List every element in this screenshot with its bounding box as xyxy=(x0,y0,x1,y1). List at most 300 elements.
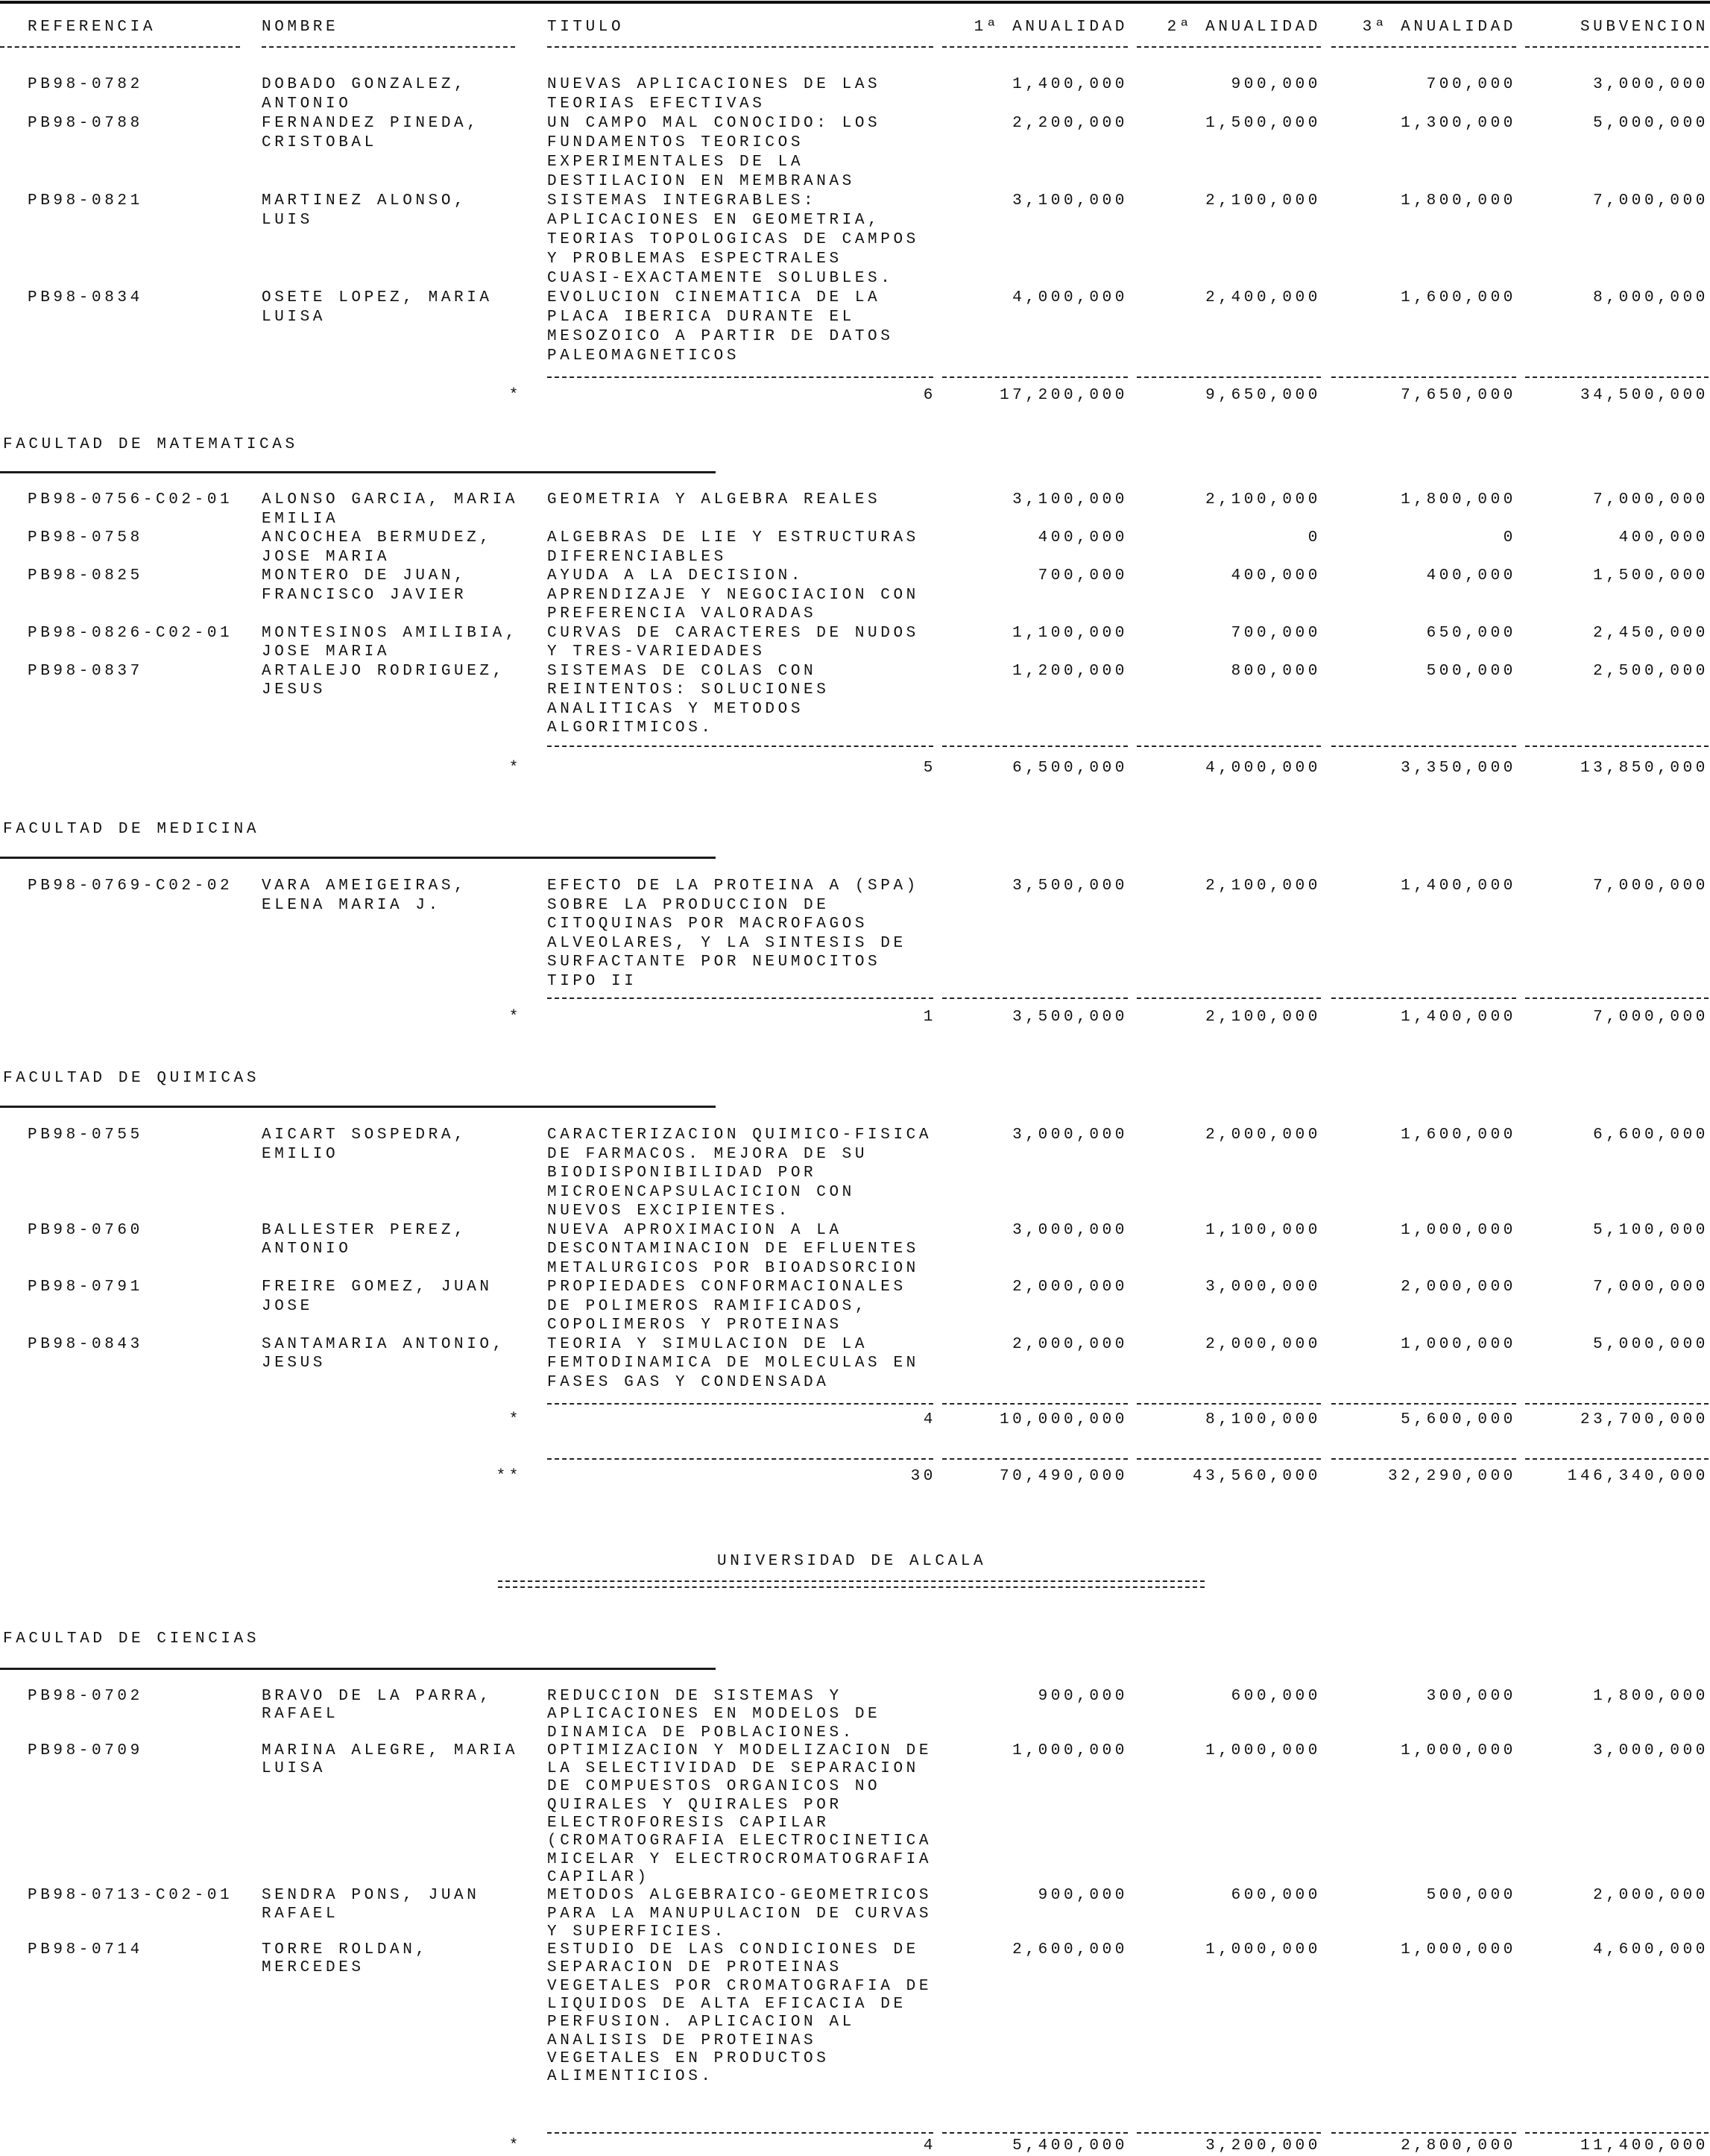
anualidad-3-amount: 400,000 xyxy=(1426,567,1516,584)
anualidad-3-amount: 2,000,000 xyxy=(1401,1279,1516,1296)
total-divider xyxy=(1525,376,1709,378)
faculty-rule xyxy=(0,1668,716,1670)
title-line: APRENDIZAJE Y NEGOCIACION CON xyxy=(547,586,919,604)
title-line: VEGETALES EN PRODUCTOS xyxy=(547,2049,830,2067)
reference-code: PB98-0713-C02-01 xyxy=(28,1887,233,1905)
table-row xyxy=(0,529,1710,567)
anualidad-2-amount: 2,000,000 xyxy=(1205,1126,1321,1144)
reference-code: PB98-0760 xyxy=(28,1221,143,1239)
subvencion-amount: 2,500,000 xyxy=(1593,662,1709,680)
researcher-name xyxy=(262,1221,467,1259)
title-line: TIPO II xyxy=(547,972,637,990)
total-divider xyxy=(1331,746,1516,747)
total-subvencion: 13,850,000 xyxy=(1580,760,1709,777)
table-row xyxy=(0,1742,1710,1887)
anualidad-2-amount: 400,000 xyxy=(1231,567,1321,584)
name-line: FREIRE GOMEZ, JUAN xyxy=(262,1279,493,1296)
total-anualidad-2: 2,100,000 xyxy=(1205,1009,1321,1026)
project-title xyxy=(547,1742,932,1887)
title-line: ESTUDIO DE LAS CONDICIONES DE xyxy=(547,1941,919,1959)
reference-code: PB98-0843 xyxy=(28,1335,143,1353)
anualidad-3-amount: 500,000 xyxy=(1426,1887,1516,1905)
name-line: LUISA xyxy=(262,309,326,326)
title-line: ANALISIS DE PROTEINAS xyxy=(547,2032,817,2049)
project-title xyxy=(547,567,919,624)
project-title xyxy=(547,1887,932,1941)
researcher-name xyxy=(262,75,467,114)
total-marker: ** xyxy=(496,1468,522,1485)
researcher-name xyxy=(262,662,505,700)
total-anualidad-1: 10,000,000 xyxy=(999,1411,1128,1428)
project-count: 30 xyxy=(910,1468,936,1485)
faculty-heading: FACULTAD DE CIENCIAS xyxy=(3,1630,260,1648)
total-divider xyxy=(1137,2132,1321,2134)
anualidad-2-amount: 2,100,000 xyxy=(1205,192,1321,209)
project-title xyxy=(547,1335,919,1393)
anualidad-3-amount: 1,000,000 xyxy=(1401,1221,1516,1239)
name-line: ALONSO GARCIA, MARIA xyxy=(262,491,519,508)
faculty-heading: FACULTAD DE MEDICINA xyxy=(3,821,260,838)
title-line: BIODISPONIBILIDAD POR xyxy=(547,1164,817,1182)
project-title xyxy=(547,662,829,738)
title-line: METODOS ALGEBRAICO-GEOMETRICOS xyxy=(547,1887,933,1905)
subvencion-amount: 8,000,000 xyxy=(1593,289,1709,306)
reference-code: PB98-0714 xyxy=(28,1941,143,1959)
total-divider xyxy=(1137,376,1321,378)
title-line: CURVAS DE CARACTERES DE NUDOS xyxy=(547,624,919,642)
total-anualidad-2: 4,000,000 xyxy=(1205,760,1321,777)
table-row xyxy=(0,1335,1710,1393)
reference-code: PB98-0826-C02-01 xyxy=(28,624,233,642)
total-divider xyxy=(547,1403,933,1405)
title-line: ALIMENTICIOS. xyxy=(547,2068,714,2086)
title-line: DIFERENCIABLES xyxy=(547,548,727,566)
reference-code: PB98-0702 xyxy=(28,1688,143,1705)
name-line: SANTAMARIA ANTONIO, xyxy=(262,1335,505,1353)
subvencion-amount: 7,000,000 xyxy=(1593,1279,1709,1296)
anualidad-2-amount: 1,000,000 xyxy=(1205,1741,1321,1759)
researcher-name xyxy=(262,289,493,327)
header-anualidad-1: 1ª ANUALIDAD xyxy=(974,19,1128,36)
reference-code: PB98-0755 xyxy=(28,1126,143,1144)
anualidad-2-amount: 800,000 xyxy=(1231,662,1321,680)
anualidad-3-amount: 1,800,000 xyxy=(1401,491,1516,508)
reference-code: PB98-0834 xyxy=(28,289,143,306)
anualidad-1-amount: 4,000,000 xyxy=(1012,289,1128,306)
table-row xyxy=(0,1126,1710,1221)
researcher-name xyxy=(262,1335,505,1373)
anualidad-2-amount: 2,100,000 xyxy=(1205,491,1321,508)
total-subvencion: 7,000,000 xyxy=(1593,1009,1709,1026)
title-line: DE FARMACOS. MEJORA DE SU xyxy=(547,1145,868,1163)
title-line: PLACA IBERICA DURANTE EL xyxy=(547,309,855,326)
name-line: MARINA ALEGRE, MARIA xyxy=(262,1741,519,1759)
total-divider xyxy=(1331,1403,1516,1405)
header-anualidad-3: 3ª ANUALIDAD xyxy=(1362,19,1516,36)
title-line: CUASI-EXACTAMENTE SOLUBLES. xyxy=(547,270,894,287)
total-anualidad-3: 32,290,000 xyxy=(1387,1468,1516,1485)
total-divider xyxy=(942,746,1128,747)
anualidad-2-amount: 600,000 xyxy=(1231,1887,1321,1905)
table-row xyxy=(0,662,1710,738)
total-anualidad-3: 7,650,000 xyxy=(1401,387,1516,404)
project-title xyxy=(547,192,919,289)
researcher-name xyxy=(262,192,467,230)
name-line: AICART SOSPEDRA, xyxy=(262,1126,467,1144)
title-line: METALURGICOS POR BIOADSORCION xyxy=(547,1259,919,1277)
title-line: OPTIMIZACION Y MODELIZACION DE xyxy=(547,1741,933,1759)
table-row xyxy=(0,1688,1710,1742)
table-row xyxy=(0,1221,1710,1279)
reference-code: PB98-0756-C02-01 xyxy=(28,491,233,508)
researcher-name xyxy=(262,624,518,662)
total-marker: * xyxy=(508,387,522,404)
project-count: 5 xyxy=(923,760,936,777)
title-line: NUEVA APROXIMACION A LA xyxy=(547,1221,842,1239)
project-title xyxy=(547,289,893,366)
anualidad-1-amount: 2,000,000 xyxy=(1012,1335,1128,1353)
title-line: REINTENTOS: SOLUCIONES xyxy=(547,681,830,699)
title-line: LIQUIDOS DE ALTA EFICACIA DE xyxy=(547,1996,906,2014)
total-divider xyxy=(547,376,933,378)
title-line: ALGEBRAS DE LIE Y ESTRUCTURAS xyxy=(547,529,919,546)
header-anualidad-2: 2ª ANUALIDAD xyxy=(1167,19,1321,36)
anualidad-2-amount: 0 xyxy=(1307,529,1321,546)
anualidad-1-amount: 900,000 xyxy=(1038,1688,1128,1705)
subvencion-amount: 6,600,000 xyxy=(1593,1126,1709,1144)
table-row xyxy=(0,567,1710,624)
title-line: FASES GAS Y CONDENSADA xyxy=(547,1373,830,1391)
total-subvencion: 146,340,000 xyxy=(1567,1468,1709,1485)
total-divider xyxy=(942,1403,1128,1405)
faculty-heading: FACULTAD DE MATEMATICAS xyxy=(3,436,298,453)
total-divider xyxy=(1525,1403,1709,1405)
header-divider xyxy=(1331,46,1516,48)
subvencion-amount: 7,000,000 xyxy=(1593,192,1709,209)
project-title xyxy=(547,1221,919,1279)
title-line: PALEOMAGNETICOS xyxy=(547,347,740,365)
title-line: SEPARACION DE PROTEINAS xyxy=(547,1959,842,1977)
header-nombre: NOMBRE xyxy=(262,19,339,36)
total-anualidad-3: 1,400,000 xyxy=(1401,1009,1516,1026)
anualidad-1-amount: 2,200,000 xyxy=(1012,115,1128,132)
title-line: TEORIAS EFECTIVAS xyxy=(547,95,766,113)
total-divider xyxy=(1137,997,1321,999)
total-anualidad-1: 17,200,000 xyxy=(999,387,1128,404)
total-divider xyxy=(1137,746,1321,747)
total-divider xyxy=(1525,2132,1709,2134)
anualidad-1-amount: 900,000 xyxy=(1038,1887,1128,1905)
name-line: LUISA xyxy=(262,1760,326,1778)
name-line: RAFAEL xyxy=(262,1706,339,1724)
anualidad-3-amount: 1,400,000 xyxy=(1401,877,1516,895)
title-line: CAPILAR) xyxy=(547,1868,650,1886)
project-count: 6 xyxy=(923,387,936,404)
name-line: MONTERO DE JUAN, xyxy=(262,567,467,584)
researcher-name xyxy=(262,877,467,915)
name-line: BRAVO DE LA PARRA, xyxy=(262,1688,493,1705)
header-divider xyxy=(1137,46,1321,48)
title-line: CITOQUINAS POR MACROFAGOS xyxy=(547,915,868,933)
anualidad-2-amount: 1,500,000 xyxy=(1205,115,1321,132)
project-count: 4 xyxy=(923,2137,936,2155)
title-line: PREFERENCIA VALORADAS xyxy=(547,605,817,622)
anualidad-1-amount: 2,000,000 xyxy=(1012,1279,1128,1296)
anualidad-3-amount: 300,000 xyxy=(1426,1688,1516,1705)
researcher-name xyxy=(262,491,518,529)
total-anualidad-2: 3,200,000 xyxy=(1205,2137,1321,2155)
title-line: AYUDA A LA DECISION. xyxy=(547,567,804,584)
total-anualidad-2: 8,100,000 xyxy=(1205,1411,1321,1428)
anualidad-1-amount: 3,500,000 xyxy=(1012,877,1128,895)
title-line: MESOZOICO A PARTIR DE DATOS xyxy=(547,328,894,345)
subvencion-amount: 7,000,000 xyxy=(1593,877,1709,895)
total-divider xyxy=(1331,1458,1516,1460)
researcher-name xyxy=(262,1688,493,1724)
total-divider xyxy=(1525,997,1709,999)
researcher-name xyxy=(262,1941,429,1978)
university-title: UNIVERSIDAD DE ALCALA xyxy=(717,1553,987,1570)
university-double-rule xyxy=(498,1580,1205,1588)
anualidad-3-amount: 0 xyxy=(1503,529,1516,546)
anualidad-3-amount: 1,600,000 xyxy=(1401,1126,1516,1144)
header-divider xyxy=(942,46,1128,48)
title-line: SURFACTANTE POR NEUMOCITOS xyxy=(547,954,881,971)
title-line: ALVEOLARES, Y LA SINTESIS DE xyxy=(547,934,906,952)
title-line: EFECTO DE LA PROTEINA A (SPA) xyxy=(547,877,919,895)
researcher-name xyxy=(262,1742,518,1779)
title-line: UN CAMPO MAL CONOCIDO: LOS xyxy=(547,115,881,132)
title-line: DE COMPUESTOS ORGANICOS NO xyxy=(547,1778,881,1796)
title-line: TEORIAS TOPOLOGICAS DE CAMPOS xyxy=(547,231,919,248)
faculty-rule xyxy=(0,857,716,859)
title-line: ALGORITMICOS. xyxy=(547,719,714,737)
subvencion-amount: 5,000,000 xyxy=(1593,115,1709,132)
researcher-name xyxy=(262,1887,479,1923)
title-line: DINAMICA DE POBLACIONES. xyxy=(547,1724,855,1741)
total-subvencion: 34,500,000 xyxy=(1580,387,1709,404)
name-line: RAFAEL xyxy=(262,1905,339,1923)
name-line: OSETE LOPEZ, MARIA xyxy=(262,289,493,306)
project-title xyxy=(547,491,880,510)
name-line: JOSE MARIA xyxy=(262,643,391,661)
total-divider xyxy=(942,997,1128,999)
reference-code: PB98-0821 xyxy=(28,192,143,209)
title-line: APLICACIONES EN GEOMETRIA, xyxy=(547,212,881,229)
total-divider xyxy=(1525,746,1709,747)
title-line: ELECTROFORESIS CAPILAR xyxy=(547,1815,830,1832)
anualidad-1-amount: 1,000,000 xyxy=(1012,1741,1128,1759)
name-line: EMILIO xyxy=(262,1145,339,1163)
project-title xyxy=(547,114,880,192)
header-titulo: TITULO xyxy=(547,19,625,36)
total-divider xyxy=(1525,1458,1709,1460)
project-title xyxy=(547,1688,880,1742)
table-row xyxy=(0,491,1710,529)
title-line: PERFUSION. APLICACION AL xyxy=(547,2014,855,2032)
anualidad-1-amount: 3,100,000 xyxy=(1012,192,1128,209)
name-line: ARTALEJO RODRIGUEZ, xyxy=(262,662,505,680)
title-line: COPOLIMEROS Y PROTEINAS xyxy=(547,1317,842,1334)
faculty-rule xyxy=(0,471,716,473)
name-line: JESUS xyxy=(262,1355,326,1372)
title-line: Y TRES-VARIEDADES xyxy=(547,643,766,661)
anualidad-1-amount: 1,100,000 xyxy=(1012,624,1128,642)
researcher-name xyxy=(262,114,479,153)
reference-code: PB98-0709 xyxy=(28,1741,143,1759)
name-line: ANTONIO xyxy=(262,95,352,113)
title-line: ANALITICAS Y METODOS xyxy=(547,700,804,718)
total-divider xyxy=(1331,2132,1516,2134)
project-title xyxy=(547,877,919,991)
header-referencia: REFERENCIA xyxy=(28,19,157,36)
project-title xyxy=(547,1126,932,1221)
subvencion-amount: 7,000,000 xyxy=(1593,491,1709,508)
total-anualidad-1: 3,500,000 xyxy=(1012,1009,1128,1026)
anualidad-2-amount: 1,000,000 xyxy=(1205,1941,1321,1959)
anualidad-1-amount: 3,100,000 xyxy=(1012,491,1128,508)
anualidad-2-amount: 3,000,000 xyxy=(1205,1279,1321,1296)
name-line: VARA AMEIGEIRAS, xyxy=(262,877,467,895)
title-line: MICELAR Y ELECTROCROMATOGRAFIA xyxy=(547,1850,933,1868)
anualidad-1-amount: 3,000,000 xyxy=(1012,1126,1128,1144)
title-line: DE POLIMEROS RAMIFICADOS, xyxy=(547,1297,868,1315)
anualidad-3-amount: 500,000 xyxy=(1426,662,1516,680)
subvencion-amount: 2,000,000 xyxy=(1593,1887,1709,1905)
name-line: MONTESINOS AMILIBIA, xyxy=(262,624,519,642)
total-marker: * xyxy=(508,1411,522,1428)
name-line: ELENA MARIA J. xyxy=(262,896,441,914)
header-divider xyxy=(0,46,240,48)
title-line: TEORIA Y SIMULACION DE LA xyxy=(547,1335,868,1353)
total-divider xyxy=(547,2132,933,2134)
total-divider xyxy=(942,2132,1128,2134)
project-title xyxy=(547,1278,906,1335)
anualidad-2-amount: 900,000 xyxy=(1231,76,1321,93)
total-anualidad-1: 6,500,000 xyxy=(1012,760,1128,777)
researcher-name xyxy=(262,1278,493,1316)
title-line: EXPERIMENTALES DE LA xyxy=(547,154,804,171)
total-subvencion: 11,400,000 xyxy=(1580,2137,1709,2155)
table-row xyxy=(0,624,1710,662)
table-row xyxy=(0,75,1710,114)
total-anualidad-3: 3,350,000 xyxy=(1401,760,1516,777)
subvencion-amount: 3,000,000 xyxy=(1593,76,1709,93)
header-divider xyxy=(1525,46,1709,48)
name-line: LUIS xyxy=(262,212,313,229)
anualidad-3-amount: 1,000,000 xyxy=(1401,1741,1516,1759)
anualidad-2-amount: 700,000 xyxy=(1231,624,1321,642)
table-row xyxy=(0,1887,1710,1941)
researcher-name xyxy=(262,567,467,605)
reference-code: PB98-0837 xyxy=(28,662,143,680)
anualidad-3-amount: 1,000,000 xyxy=(1401,1335,1516,1353)
title-line: NUEVOS EXCIPIENTES. xyxy=(547,1202,791,1220)
faculty-rule xyxy=(0,1106,716,1108)
name-line: ANCOCHEA BERMUDEZ, xyxy=(262,529,493,546)
researcher-name xyxy=(262,1126,467,1164)
anualidad-3-amount: 1,300,000 xyxy=(1401,115,1516,132)
anualidad-1-amount: 3,000,000 xyxy=(1012,1221,1128,1239)
name-line: ANTONIO xyxy=(262,1241,352,1258)
title-line: QUIRALES Y QUIRALES POR xyxy=(547,1796,842,1814)
total-marker: * xyxy=(508,2137,522,2155)
name-line: EMILIA xyxy=(262,510,339,528)
title-line: SISTEMAS INTEGRABLES: xyxy=(547,192,817,209)
total-divider xyxy=(547,1458,933,1460)
name-line: MARTINEZ ALONSO, xyxy=(262,192,467,209)
project-title xyxy=(547,529,919,567)
anualidad-3-amount: 1,600,000 xyxy=(1401,289,1516,306)
title-line: NUEVAS APLICACIONES DE LAS xyxy=(547,76,881,93)
top-rule xyxy=(0,1,1710,4)
project-title xyxy=(547,624,919,662)
faculty-heading: FACULTAD DE QUIMICAS xyxy=(3,1070,260,1087)
title-line: Y SUPERFICIES. xyxy=(547,1923,727,1941)
project-count: 4 xyxy=(923,1411,936,1428)
total-marker: * xyxy=(508,760,522,777)
name-line: FERNANDEZ PINEDA, xyxy=(262,115,480,132)
title-line: DESCONTAMINACION DE EFLUENTES xyxy=(547,1241,919,1258)
name-line: FRANCISCO JAVIER xyxy=(262,586,467,604)
anualidad-1-amount: 700,000 xyxy=(1038,567,1128,584)
reference-code: PB98-0769-C02-02 xyxy=(28,877,233,895)
title-line: EVOLUCION CINEMATICA DE LA xyxy=(547,289,881,306)
title-line: (CROMATOGRAFIA ELECTROCINETICA xyxy=(547,1832,933,1850)
subvencion-amount: 5,000,000 xyxy=(1593,1335,1709,1353)
total-divider xyxy=(942,1458,1128,1460)
title-line: PROPIEDADES CONFORMACIONALES xyxy=(547,1279,906,1296)
title-line: MICROENCAPSULACICION CON xyxy=(547,1183,855,1201)
header-subvencion: SUBVENCION xyxy=(1580,19,1709,36)
title-line: REDUCCION DE SISTEMAS Y xyxy=(547,1688,842,1705)
anualidad-1-amount: 1,400,000 xyxy=(1012,76,1128,93)
reference-code: PB98-0758 xyxy=(28,529,143,546)
anualidad-3-amount: 700,000 xyxy=(1426,76,1516,93)
total-divider xyxy=(1331,376,1516,378)
total-anualidad-1: 5,400,000 xyxy=(1012,2137,1128,2155)
title-line: PARA LA MANUPULACION DE CURVAS xyxy=(547,1905,933,1923)
project-count: 1 xyxy=(923,1009,936,1026)
total-divider xyxy=(547,997,933,999)
title-line: SOBRE LA PRODUCCION DE xyxy=(547,896,830,914)
name-line: JESUS xyxy=(262,681,326,699)
subvencion-amount: 400,000 xyxy=(1618,529,1709,546)
total-anualidad-2: 9,650,000 xyxy=(1205,387,1321,404)
subvencion-amount: 5,100,000 xyxy=(1593,1221,1709,1239)
subvencion-amount: 1,500,000 xyxy=(1593,567,1709,584)
name-line: MERCEDES xyxy=(262,1959,365,1977)
table-row xyxy=(0,289,1710,366)
subvencion-amount: 2,450,000 xyxy=(1593,624,1709,642)
title-line: GEOMETRIA Y ALGEBRA REALES xyxy=(547,491,881,508)
name-line: CRISTOBAL xyxy=(262,134,377,151)
subvencion-amount: 4,600,000 xyxy=(1593,1941,1709,1959)
table-row xyxy=(0,877,1710,991)
total-anualidad-1: 70,490,000 xyxy=(999,1468,1128,1485)
table-row xyxy=(0,1941,1710,2086)
total-anualidad-3: 2,800,000 xyxy=(1401,2137,1516,2155)
title-line: Y PROBLEMAS ESPECTRALES xyxy=(547,250,842,268)
total-subvencion: 23,700,000 xyxy=(1580,1411,1709,1428)
subvencion-amount: 3,000,000 xyxy=(1593,1741,1709,1759)
total-divider xyxy=(1137,1403,1321,1405)
anualidad-2-amount: 2,100,000 xyxy=(1205,877,1321,895)
subvencion-amount: 1,800,000 xyxy=(1593,1688,1709,1705)
name-line: JOSE MARIA xyxy=(262,548,391,566)
title-line: DESTILACION EN MEMBRANAS xyxy=(547,173,855,190)
table-row xyxy=(0,1278,1710,1335)
